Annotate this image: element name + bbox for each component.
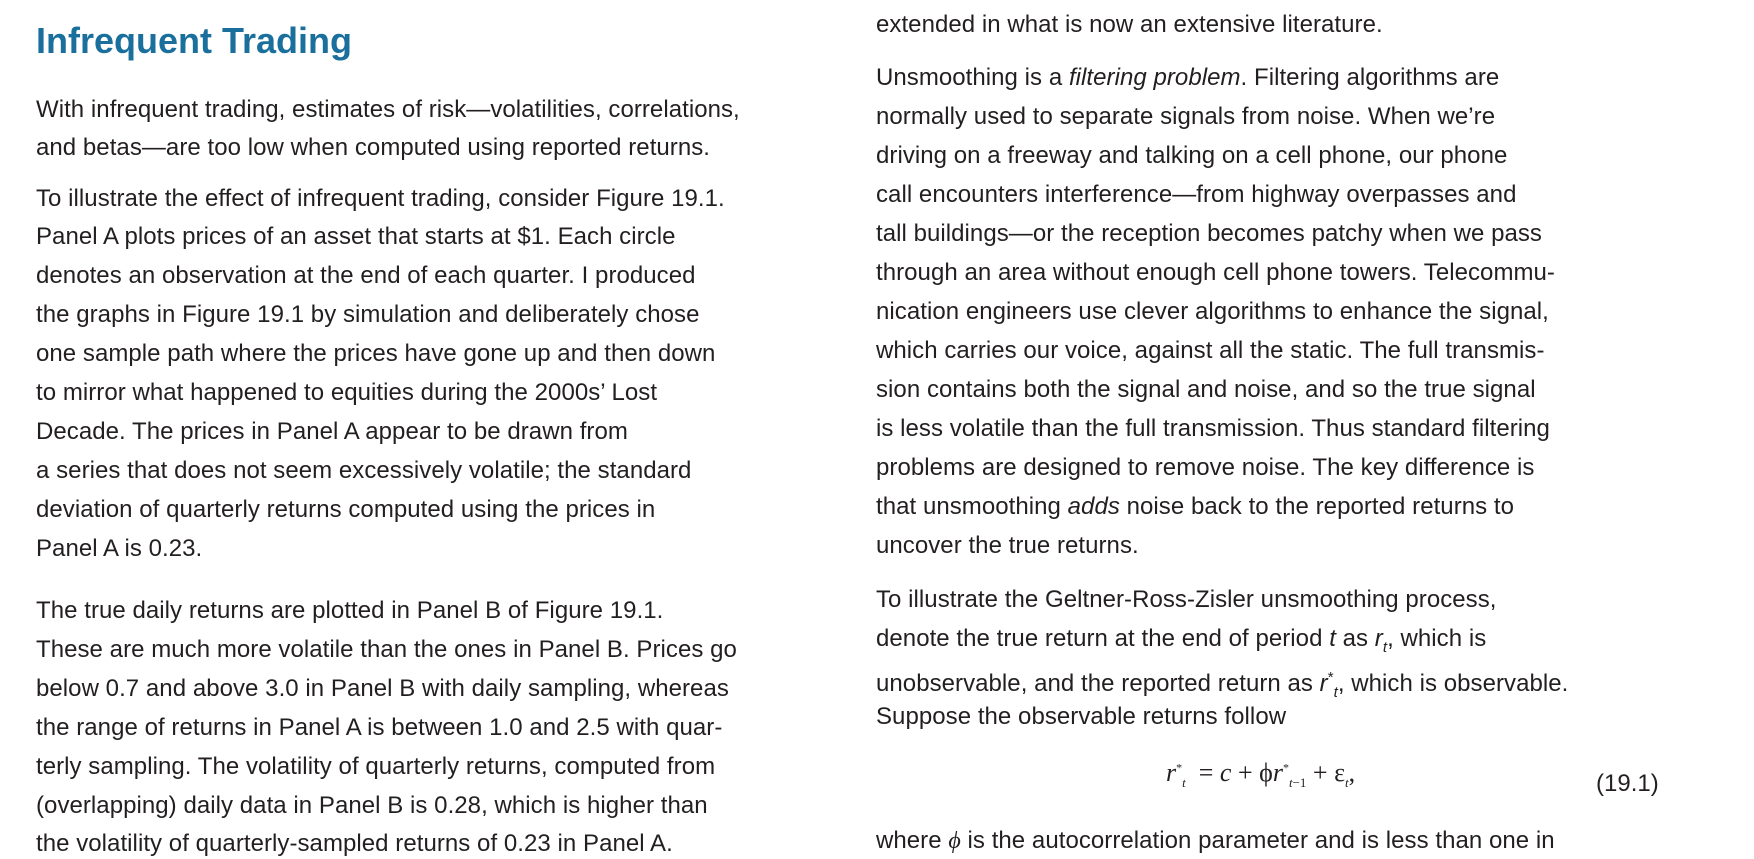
text-line: to mirror what happened to equities during the 2000s’ Lost bbox=[36, 379, 658, 406]
text-line: call encounters interference—from highway overpasses and bbox=[876, 181, 1517, 208]
text-line: the volatility of quarterly-sampled returns of 0.23 in Panel A. bbox=[36, 830, 673, 857]
text-line: Unsmoothing is a filtering problem. Filtering algorithms are bbox=[876, 64, 1500, 91]
text-line: a series that does not seem excessively volatile; the standard bbox=[36, 457, 692, 484]
text-line: tall buildings—or the reception becomes patchy when we pass bbox=[876, 220, 1542, 247]
text-line: below 0.7 and above 3.0 in Panel B with daily sampling, whereas bbox=[36, 675, 729, 702]
text-line: sion contains both the signal and noise, and so the true signal bbox=[876, 376, 1536, 403]
text-line: denotes an observation at the end of each quarter. I produced bbox=[36, 262, 696, 289]
text-line: These are much more volatile than the ones in Panel B. Prices go bbox=[36, 636, 737, 663]
text-line: problems are designed to remove noise. The key difference is bbox=[876, 454, 1535, 481]
text-line: one sample path where the prices have gone up and then down bbox=[36, 340, 716, 367]
text-line: extended in what is now an extensive literature. bbox=[876, 11, 1383, 38]
text-line: (overlapping) daily data in Panel B is 0.28, which is higher than bbox=[36, 792, 708, 819]
text-line: Panel A is 0.23. bbox=[36, 535, 203, 562]
equation-number: (19.1) bbox=[1596, 770, 1659, 797]
text-line: denote the true return at the end of period t as $r_t$, which is bbox=[876, 625, 1487, 656]
text-line: normally used to separate signals from noise. When we’re bbox=[876, 103, 1496, 130]
text-line: nication engineers use clever algorithms to enhance the signal, bbox=[876, 298, 1549, 325]
text-line: With infrequent trading, estimates of risk—volatilities, correlations, bbox=[36, 96, 740, 123]
text-line: deviation of quarterly returns computed using the prices in bbox=[36, 496, 656, 523]
text-line: through an area without enough cell phone towers. Telecommu- bbox=[876, 259, 1555, 286]
text-line: To illustrate the Geltner-Ross-Zisler unsmoothing process, bbox=[876, 586, 1497, 613]
section-heading: Infrequent Trading bbox=[36, 20, 353, 61]
emphasis-text: filtering problem bbox=[1068, 64, 1241, 91]
text-line: Panel A plots prices of an asset that starts at $1. Each circle bbox=[36, 223, 676, 250]
text-line: is less volatile than the full transmission. Thus standard filtering bbox=[876, 415, 1550, 442]
text-line: Suppose the observable returns follow bbox=[876, 703, 1287, 730]
text-line: unobservable, and the reported return as $r^*_t$, which is observable. bbox=[876, 669, 1569, 701]
text-line: and betas—are too low when computed using reported returns. bbox=[36, 134, 711, 161]
text-line: that unsmoothing adds noise back to the reported returns to bbox=[876, 493, 1515, 520]
text-line: the range of returns in Panel A is between 1.0 and 2.5 with quar- bbox=[36, 714, 723, 741]
text-line: uncover the true returns. bbox=[876, 532, 1139, 559]
text-line: which carries our voice, against all the static. The full transmis- bbox=[876, 337, 1545, 364]
text-line: To illustrate the effect of infrequent trading, consider Figure 19.1. bbox=[36, 185, 725, 212]
text-line: The true daily returns are plotted in Panel B of Figure 19.1. bbox=[36, 597, 664, 624]
equation-19-1: $r^*_t = c + \phi r^*_{t-1} + \varepsilon_t$, bbox=[1166, 758, 1356, 791]
text-line: where ϕ is the autocorrelation parameter and is less than one in bbox=[876, 827, 1555, 854]
text-line: the graphs in Figure 19.1 by simulation and deliberately chose bbox=[36, 301, 700, 328]
text-line: driving on a freeway and talking on a cell phone, our phone bbox=[876, 142, 1508, 169]
text-line: terly sampling. The volatility of quarterly returns, computed from bbox=[36, 753, 716, 780]
text-line: Decade. The prices in Panel A appear to be drawn from bbox=[36, 418, 628, 445]
emphasis-text: adds bbox=[1067, 493, 1120, 520]
